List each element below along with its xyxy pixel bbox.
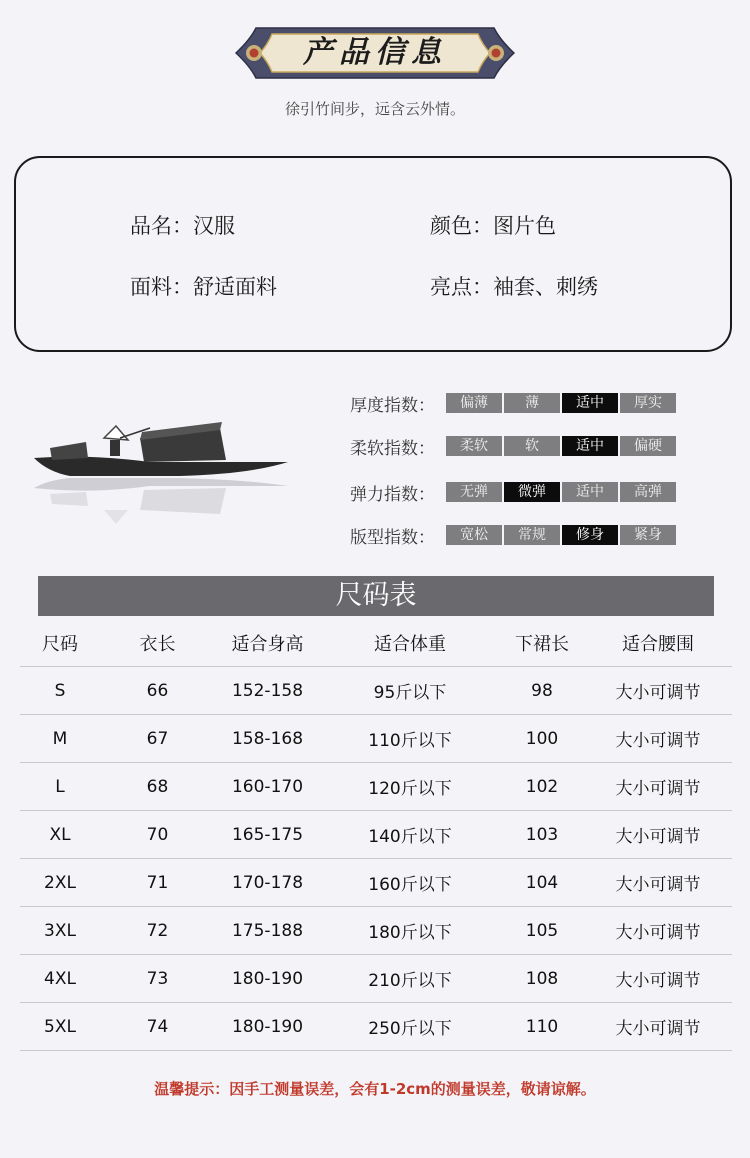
thickness-option-3-selected: 适中 bbox=[562, 393, 618, 413]
cell-waist: 大小可调节 bbox=[584, 907, 732, 955]
cell-weight: 160斤以下 bbox=[320, 859, 500, 907]
col-weight: 适合体重 bbox=[374, 634, 446, 655]
cell-waist: 大小可调节 bbox=[584, 955, 732, 1003]
table-row bbox=[20, 907, 732, 955]
cell-length: 66 bbox=[100, 667, 215, 715]
fit-option-1: 宽松 bbox=[446, 525, 502, 545]
cell-length: 74 bbox=[100, 1003, 215, 1051]
cell-size: M bbox=[20, 715, 100, 763]
elasticity-option-3: 适中 bbox=[562, 482, 618, 502]
index-thickness bbox=[350, 392, 678, 414]
cell-size: 2XL bbox=[20, 859, 100, 907]
thickness-option-1: 偏薄 bbox=[446, 393, 502, 413]
info-highlight: 亮点：袖套、刺绣 bbox=[430, 275, 598, 299]
cell-size: L bbox=[20, 763, 100, 811]
table-header-row bbox=[20, 620, 732, 667]
cell-size: 4XL bbox=[20, 955, 100, 1003]
info-color: 颜色：图片色 bbox=[430, 214, 556, 238]
cell-height: 175-188 bbox=[215, 907, 320, 955]
cell-weight: 210斤以下 bbox=[320, 955, 500, 1003]
cell-waist: 大小可调节 bbox=[584, 763, 732, 811]
cell-skirt-length: 103 bbox=[500, 811, 584, 859]
table-row bbox=[20, 715, 732, 763]
cell-skirt-length: 104 bbox=[500, 859, 584, 907]
col-length: 衣长 bbox=[139, 634, 176, 655]
index-label: 弹力指数： bbox=[350, 484, 435, 505]
cell-weight: 180斤以下 bbox=[320, 907, 500, 955]
index-softness bbox=[350, 435, 678, 457]
fit-option-3-selected: 修身 bbox=[562, 525, 618, 545]
table-row bbox=[20, 763, 732, 811]
cell-skirt-length: 102 bbox=[500, 763, 584, 811]
boat-icon bbox=[30, 418, 292, 528]
table-row bbox=[20, 667, 732, 715]
cell-height: 180-190 bbox=[215, 955, 320, 1003]
cell-height: 180-190 bbox=[215, 1003, 320, 1051]
table-row bbox=[20, 955, 732, 1003]
col-size: 尺码 bbox=[42, 634, 78, 655]
banner-title: 产品信息 bbox=[303, 35, 447, 70]
measurement-tip: 温馨提示：因手工测量误差，会有1-2cm的测量误差，敬请谅解。 bbox=[154, 1080, 596, 1098]
size-chart-title: 尺码表 bbox=[38, 576, 714, 616]
cell-waist: 大小可调节 bbox=[584, 667, 732, 715]
elasticity-option-4: 高弹 bbox=[620, 482, 676, 502]
cell-weight: 250斤以下 bbox=[320, 1003, 500, 1051]
boat-illustration bbox=[30, 418, 292, 528]
table-row bbox=[20, 811, 732, 859]
fit-option-4: 紧身 bbox=[620, 525, 676, 545]
cell-weight: 140斤以下 bbox=[320, 811, 500, 859]
cell-size: XL bbox=[20, 811, 100, 859]
cell-waist: 大小可调节 bbox=[584, 859, 732, 907]
cell-height: 152-158 bbox=[215, 667, 320, 715]
cell-length: 73 bbox=[100, 955, 215, 1003]
cell-size: S bbox=[20, 667, 100, 715]
col-skirt-length: 下裙长 bbox=[515, 634, 569, 655]
cell-size: 5XL bbox=[20, 1003, 100, 1051]
cell-length: 70 bbox=[100, 811, 215, 859]
cell-skirt-length: 100 bbox=[500, 715, 584, 763]
index-label: 柔软指数： bbox=[350, 438, 435, 459]
cell-skirt-length: 98 bbox=[500, 667, 584, 715]
cell-weight: 120斤以下 bbox=[320, 763, 500, 811]
fit-option-2: 常规 bbox=[504, 525, 560, 545]
table-row bbox=[20, 859, 732, 907]
elasticity-option-2-selected: 微弹 bbox=[504, 482, 560, 502]
softness-option-1: 柔软 bbox=[446, 436, 502, 456]
cell-height: 158-168 bbox=[215, 715, 320, 763]
subtitle: 徐引竹间步，远含云外情。 bbox=[284, 100, 465, 118]
cell-weight: 110斤以下 bbox=[320, 715, 500, 763]
index-elasticity bbox=[350, 481, 678, 503]
cell-height: 170-178 bbox=[215, 859, 320, 907]
cell-skirt-length: 108 bbox=[500, 955, 584, 1003]
product-info-box bbox=[14, 156, 732, 352]
info-product-name: 品名：汉服 bbox=[130, 214, 235, 238]
title-banner bbox=[232, 22, 518, 84]
softness-option-2: 软 bbox=[504, 436, 560, 456]
softness-option-4: 偏硬 bbox=[620, 436, 676, 456]
cell-waist: 大小可调节 bbox=[584, 1003, 732, 1051]
cell-length: 71 bbox=[100, 859, 215, 907]
elasticity-option-1: 无弹 bbox=[446, 482, 502, 502]
cell-waist: 大小可调节 bbox=[584, 811, 732, 859]
cell-skirt-length: 105 bbox=[500, 907, 584, 955]
table-row bbox=[20, 1003, 732, 1051]
index-fit bbox=[350, 524, 678, 546]
softness-option-3-selected: 适中 bbox=[562, 436, 618, 456]
thickness-option-2: 薄 bbox=[504, 393, 560, 413]
cell-weight: 95斤以下 bbox=[320, 667, 500, 715]
col-waist: 适合腰围 bbox=[622, 634, 694, 655]
info-fabric: 面料：舒适面料 bbox=[130, 275, 277, 299]
thickness-option-4: 厚实 bbox=[620, 393, 676, 413]
cell-height: 165-175 bbox=[215, 811, 320, 859]
col-height: 适合身高 bbox=[231, 634, 304, 655]
size-table bbox=[20, 620, 732, 1051]
index-label: 厚度指数： bbox=[350, 395, 435, 416]
index-label: 版型指数： bbox=[350, 527, 435, 548]
cell-skirt-length: 110 bbox=[500, 1003, 584, 1051]
cell-height: 160-170 bbox=[215, 763, 320, 811]
cell-length: 67 bbox=[100, 715, 215, 763]
cell-length: 68 bbox=[100, 763, 215, 811]
cell-length: 72 bbox=[100, 907, 215, 955]
cell-size: 3XL bbox=[20, 907, 100, 955]
cell-waist: 大小可调节 bbox=[584, 715, 732, 763]
